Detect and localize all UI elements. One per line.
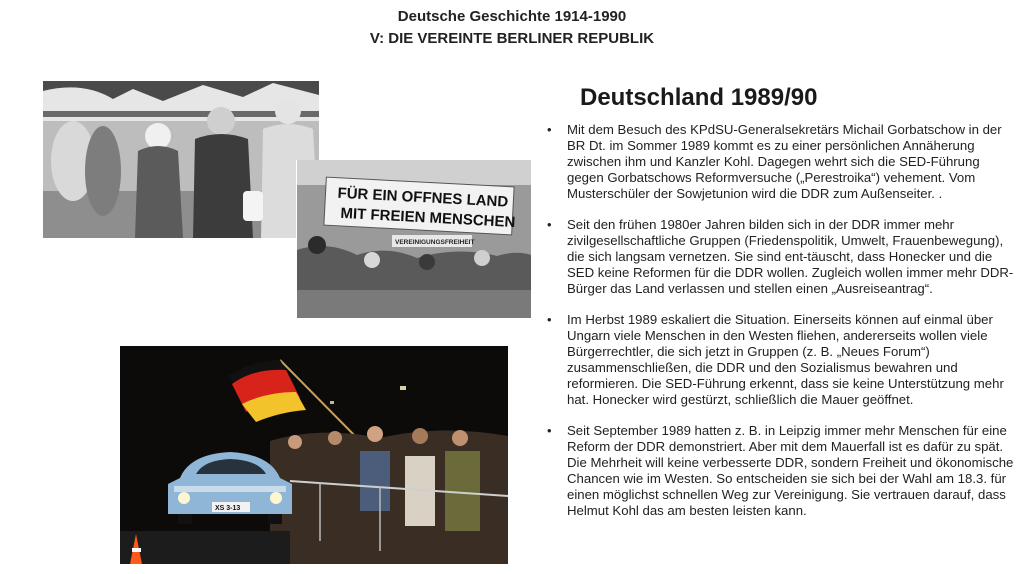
bullet-symbol: • xyxy=(547,217,552,232)
photo-demonstration-banner-image xyxy=(297,160,531,318)
slide-title: Deutschland 1989/90 xyxy=(580,84,818,111)
header-line-1: Deutsche Geschichte 1914-1990 xyxy=(397,8,627,25)
small-sign-text: VEREINIGUNGSFREIHEIT xyxy=(395,239,475,246)
bullet-item xyxy=(547,122,1017,202)
bullet-text: Im Herbst 1989 eskaliert die Situation. Einerseits können auf einmal über Ungarn viele Menschen in den Westen fliehen, andererseits wollen viele Bürgerrechtler, die sich jetzt in Gruppen (z. B. „Neues Forum“) zusammenschließen, die DDR und den Sozialismus bewahren und reformieren. Die SED-Führung erkennt, dass sie keine Unterstützung mehr hat. Honecker wird gestürzt, schließlich die Mauer geöffnet. xyxy=(567,312,1004,407)
photo-demonstration-banner xyxy=(297,160,531,318)
photo-refugees-crossing-image xyxy=(43,81,319,238)
bullet-item xyxy=(547,423,1017,519)
bullet-symbol: • xyxy=(547,122,552,137)
banner-text-line-1: FÜR EIN OFFNES LAND xyxy=(337,184,509,211)
bullet-list xyxy=(547,122,1017,534)
bullet-text: Seit September 1989 hatten z. B. in Leipzig immer mehr Menschen für eine Reform der DDR demonstriert. Aber mit dem Mauerfall ist es dafür zu spät. Die Mehrheit will keine verbesserte DDR, sondern Freiheit und ökonomische Chancen wie im Westen. So entscheiden sie sich bei der Wahl am 18.3. für einen möglichst schnellen Weg zur Vereinigung. Sie vertrauen darauf, dass Helmut Kohl das am besten leisten kann. xyxy=(567,423,1014,518)
photo-wall-opening-night-image xyxy=(120,346,508,564)
photo-wall-opening-night xyxy=(120,346,508,564)
bullet-text: Mit dem Besuch des KPdSU-Generalsekretärs Michail Gorbatschow in der BR Dt. im Sommer 1989 kommt es zu einer persönlichen Annäherung zwischen ihm und Kanzler Kohl. Dagegen wehrt sich die SED-Führung gegen Gorbatschows Reformversuche („Perestroika“) vehement. Vom Musterschüler der Sowjetunion wird die DDR zum Außenseiter. . xyxy=(567,122,1002,201)
bullet-item xyxy=(547,217,1017,297)
header-line-2: V: DIE VEREINTE BERLINER REPUBLIK xyxy=(369,30,655,47)
slide-header xyxy=(0,6,1024,50)
bullet-item xyxy=(547,312,1017,408)
license-plate-text: XS 3-13 xyxy=(215,505,241,512)
photo-refugees-crossing xyxy=(43,81,319,238)
bullet-text: Seit den frühen 1980er Jahren bilden sich in der DDR immer mehr zivilgesellschaftliche Gruppen (Friedenspolitik, Umwelt, Frauenbewegung), die sich langsam vernetzen. Sie sind ent-täuscht, dass Honecker und die SED keine Reformen für die DDR wollen. Zugleich wollen immer mehr DDR-Bürger das Land verlassen und stellen einen „Ausreiseantrag“. xyxy=(567,217,1014,296)
banner-text-line-2: MIT FREIEN MENSCHEN xyxy=(340,204,516,232)
bullet-symbol: • xyxy=(547,423,552,438)
bullet-symbol: • xyxy=(547,312,552,327)
